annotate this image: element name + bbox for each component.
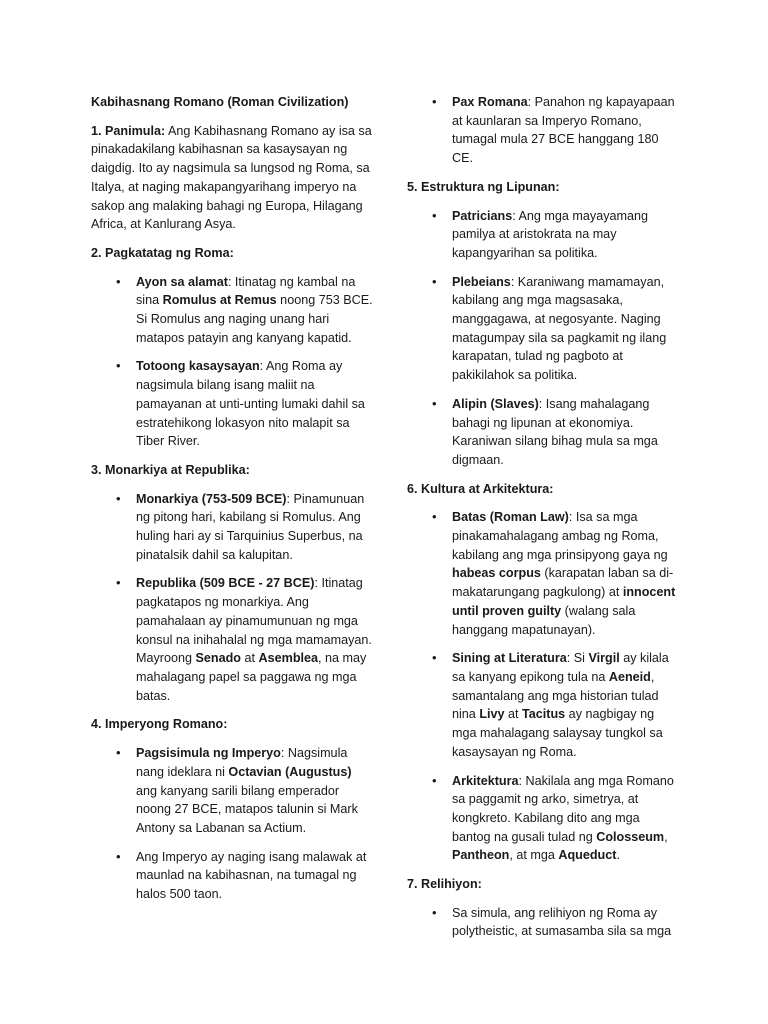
text: , samantalang ang mga historian tulad nina xyxy=(452,669,659,722)
list-item xyxy=(407,508,679,639)
section-text: Ang Kabihasnang Romano ay isa sa pinakadakilang kabihasnan sa kasaysayan ng daigdig. Ito ay nagsimula sa lungsod ng Roma, sa Italya, at naging makapangyarihang imperyo na sakop ang malaking bahagi ng Europa, Hilagang Africa, at Kanlurang Asya. xyxy=(91,123,372,232)
list-item xyxy=(407,395,679,470)
empire-list xyxy=(91,744,373,904)
text: at xyxy=(241,651,259,666)
section-heading-culture: 6. Kultura at Arkitektura: xyxy=(407,481,554,496)
term: Pax Romana xyxy=(452,95,528,109)
term: Patricians xyxy=(452,208,513,223)
list-item xyxy=(91,490,373,565)
term: Colosseum xyxy=(596,829,665,844)
text: : Karaniwang mamamayan, kabilang ang mga magsasaka, manggagawa, at negosyante. Naging matagumpay sila sa pagkamit ng ilang karapatan, tulad ng pagboto at pakikilahok sa politika. xyxy=(452,274,667,383)
text: , na may mahalagang papel sa paggawa ng mga batas. xyxy=(136,651,367,703)
term: Pantheon xyxy=(452,848,510,863)
term: Arkitektura xyxy=(452,773,519,788)
section-label: 1. Panimula: xyxy=(91,123,166,138)
section-heading-religion: 7. Relihiyon: xyxy=(407,877,482,892)
list-item xyxy=(407,93,679,168)
text: : Itinatag pagkatapos ng monarkiya. Ang pamahalaan ay pinamumunuan ng mga konsul na inihahalal ng mga mamamayan. Mayroong xyxy=(136,576,372,666)
term: innocent until proven guilty xyxy=(452,585,676,618)
list-item xyxy=(91,357,373,451)
term: Tacitus xyxy=(522,707,566,722)
term: Aeneid xyxy=(608,669,651,684)
term: Sining at Literatura xyxy=(452,651,567,666)
term: Batas (Roman Law) xyxy=(452,510,569,525)
section-heading-founding: 2. Pagkatatag ng Roma: xyxy=(91,245,234,260)
term: Monarkiya (753-509 BCE) xyxy=(136,491,287,506)
text: : Pinamunuan ng pitong hari, kabilang si Romulus. Ang huling hari ay si Tarquinius Superbus, na pinatalsik dahil sa kalupitan. xyxy=(136,491,365,562)
list-item xyxy=(407,904,679,941)
text: . xyxy=(616,848,620,863)
term: Totoong kasaysayan xyxy=(136,359,260,374)
text: , at mga xyxy=(509,848,559,863)
list-item xyxy=(407,207,679,263)
text: at xyxy=(504,707,523,722)
term: Octavian (Augustus) xyxy=(228,764,352,779)
text: : Nakilala ang mga Romano sa paggamit ng arko, simetrya, at kongkreto. Kabilang dito ang mga bantog na gusali tulad ng xyxy=(452,773,674,844)
religion-list xyxy=(407,904,679,941)
society-list xyxy=(407,207,679,470)
section-heading-society: 5. Estruktura ng Lipunan: xyxy=(407,179,560,194)
text: ay kilala sa kanyang epikong tula na xyxy=(452,651,669,684)
term: Ayon sa alamat xyxy=(136,274,228,289)
term: Virgil xyxy=(588,651,620,666)
text: : Si xyxy=(566,651,589,666)
term: Plebeians xyxy=(452,274,511,289)
section-heading-monarchy-republic: 3. Monarkiya at Republika: xyxy=(91,462,250,477)
monarchy-list xyxy=(91,490,373,706)
term: Alipin (Slaves) xyxy=(452,396,539,411)
term: Pagsisimula ng Imperyo xyxy=(136,746,281,761)
list-item xyxy=(407,273,679,385)
text: : Ang mga mayayamang pamilya at aristokrata na may kapangyarihan sa politika. xyxy=(452,208,649,260)
section-heading-empire: 4. Imperyong Romano: xyxy=(91,717,228,732)
list-item xyxy=(91,574,373,705)
list-item xyxy=(407,772,679,866)
text: Sa simula, ang relihiyon ng Roma ay polytheistic, at sumasamba sila sa mga xyxy=(452,905,672,939)
text: : Isang mahalagang bahagi ng lipunan at ekonomiya. Karaniwan silang bihag mula sa mga digmaan. xyxy=(452,396,658,467)
text: (karapatan laban sa di-makatarungang pagkulong) at xyxy=(452,566,674,600)
term: Romulus at Remus xyxy=(162,293,277,308)
document-title: Kabihasnang Romano (Roman Civilization) xyxy=(91,95,349,109)
section-introduction xyxy=(91,122,373,234)
list-item xyxy=(91,744,373,838)
text: : Ang Roma ay nagsimula bilang isang maliit na pamayanan at unti-unting lumaki dahil sa estratehikong lokasyon nito malapit sa Tiber River. xyxy=(136,359,365,449)
list-item xyxy=(91,848,373,904)
term: Republika (509 BCE - 27 BCE) xyxy=(136,576,315,591)
left-column xyxy=(91,93,373,914)
term: Senado xyxy=(195,651,242,666)
empire-list-continued xyxy=(407,93,679,168)
text: Ang Imperyo ay naging isang malawak at maunlad na kabihasnan, na tumagal ng halos 500 taon. xyxy=(136,849,367,902)
list-item xyxy=(407,649,679,761)
right-column xyxy=(407,93,679,951)
list-item xyxy=(91,273,373,348)
founding-list xyxy=(91,273,373,451)
term: habeas corpus xyxy=(452,566,541,581)
text: , xyxy=(664,829,668,844)
term: Livy xyxy=(479,707,505,722)
text: : Itinatag ng kambal na sina xyxy=(136,274,356,308)
text: noong 753 BCE. Si Romulus ang naging unang hari matapos patayin ang kanyang kapatid. xyxy=(136,293,373,345)
term: Asemblea xyxy=(258,651,319,666)
text: ay nagbigay ng mga mahalagang salaysay tungkol sa kasaysayan ng Roma. xyxy=(452,707,663,759)
term: Aqueduct xyxy=(558,848,617,863)
culture-list xyxy=(407,508,679,865)
text: (walang sala hanggang mapatunayan). xyxy=(452,603,636,637)
text: : Nagsimula nang ideklara ni xyxy=(136,746,348,779)
text: ang kanyang sarili bilang emperador noong 27 BCE, matapos talunin si Mark Antony sa Labanan sa Actium. xyxy=(136,783,358,835)
text: : Panahon ng kapayapaan at kaunlaran sa Imperyo Romano, tumagal mula 27 BCE hanggang 180 CE. xyxy=(452,95,675,166)
text: : Isa sa mga pinakamahalagang ambag ng Roma, kabilang ang mga prinsipyong gaya ng xyxy=(452,510,668,562)
